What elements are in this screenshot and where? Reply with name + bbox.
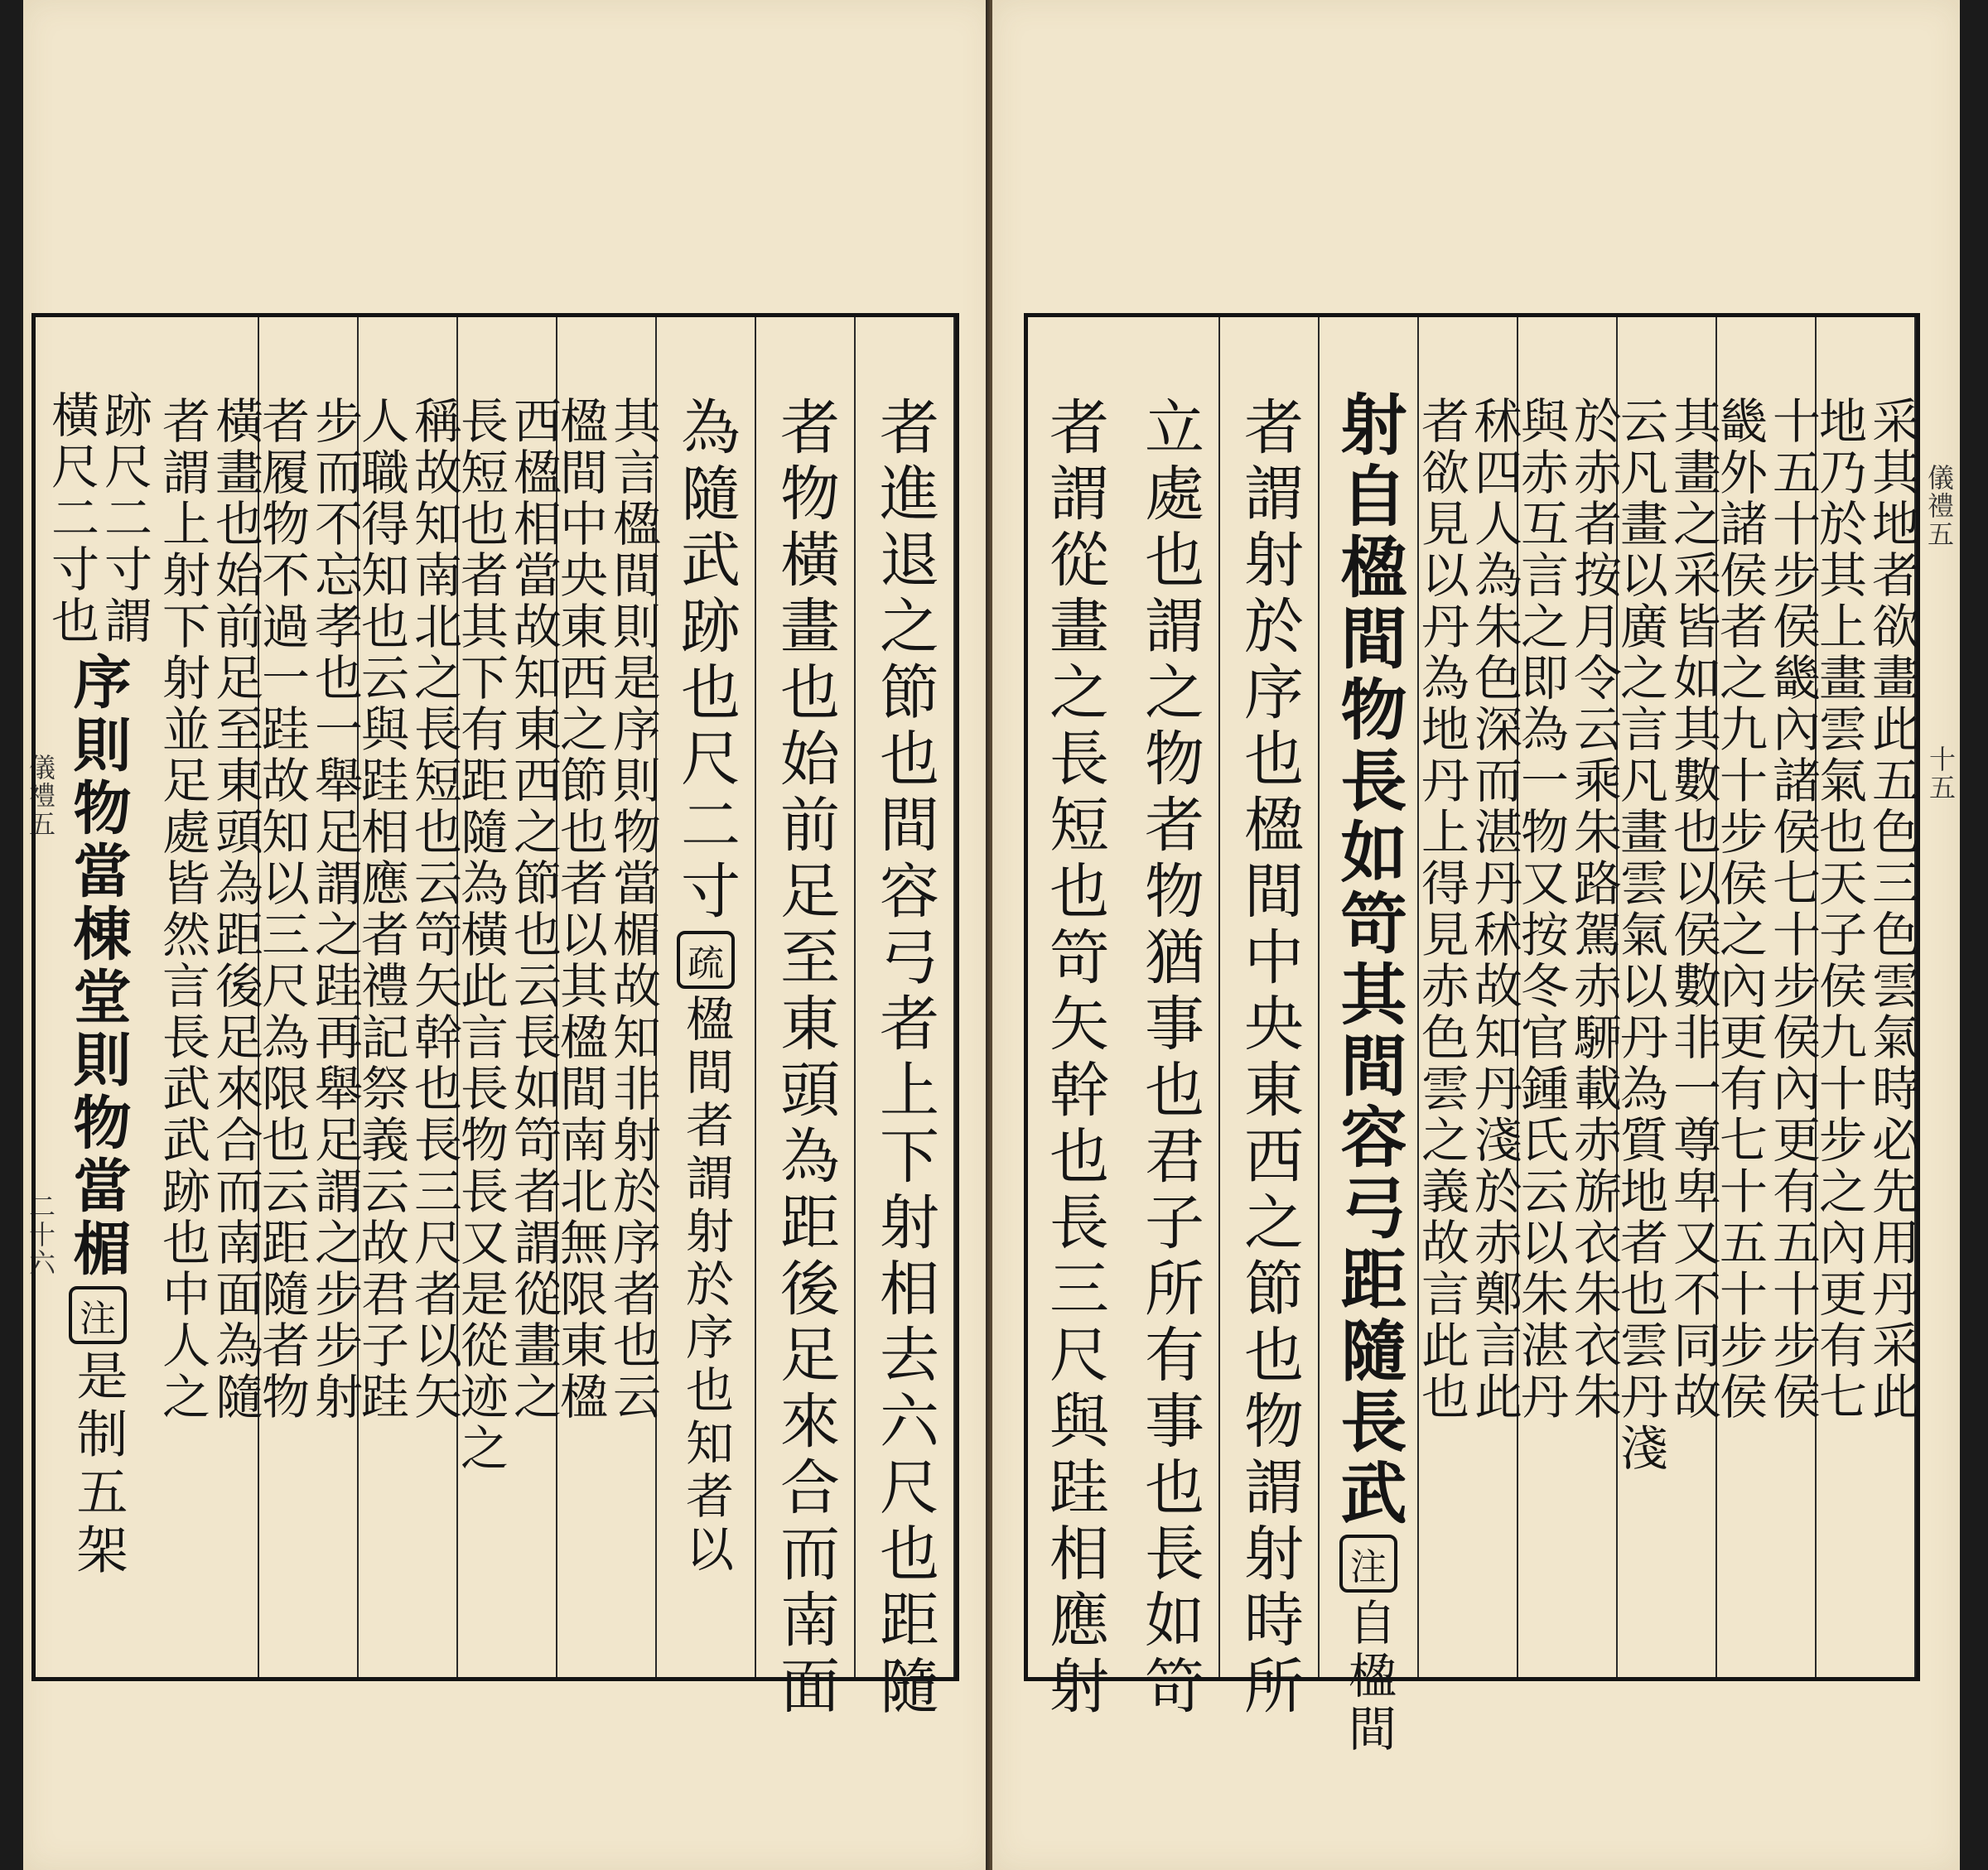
right-col-2 bbox=[1711, 317, 1821, 1677]
seal-zhu-icon: 注 bbox=[69, 1286, 127, 1344]
right-margin-label: 儀禮五 bbox=[1923, 464, 1955, 548]
right-text-frame bbox=[1024, 313, 1920, 1757]
right-col-5 bbox=[1413, 317, 1522, 1677]
left-col-1 bbox=[856, 317, 955, 1721]
right-col-1-text-b: 地乃於其上畫雲氣也天子侯九十步之內更有七 bbox=[1811, 396, 1867, 1423]
left-col-8-text-a: 橫畫也始前足至東頭為距後足來合而南面為隨 bbox=[207, 396, 263, 1423]
right-col-5-text-a: 秫四人為朱色深而湛丹秫故知丹淺於赤鄭言此 bbox=[1466, 396, 1522, 1423]
left-col-3-text-b: 楹間者謂射於序也知者以 bbox=[678, 994, 734, 1577]
left-page bbox=[23, 0, 992, 1870]
right-col-6-text-b: 自楹間 bbox=[1340, 1598, 1397, 1757]
left-col-7-text-a: 步而不忘孝也一舉足謂之跬再舉足謂之步步射 bbox=[306, 396, 363, 1423]
right-page bbox=[992, 0, 1960, 1870]
left-col-7-text-b: 者履物不過一跬故知以三尺為限也云距隨者物 bbox=[253, 396, 310, 1423]
left-col-3 bbox=[657, 317, 756, 1677]
right-col-9 bbox=[1028, 317, 1121, 1721]
left-col-6-text-a: 稱故知南北之長短也云笴矢幹也長三尺者以矢 bbox=[406, 396, 462, 1423]
left-col-1-text: 者進退之節也間容弓者上下射相去六尺也距隨 bbox=[870, 396, 939, 1721]
right-col-7 bbox=[1220, 317, 1320, 1721]
right-col-3-text-a: 其畫之采皆如其數也以侯數非一尊卑又不同故 bbox=[1665, 396, 1721, 1423]
left-col-9-text-b: 橫尺二寸也 bbox=[43, 390, 99, 647]
right-col-4 bbox=[1513, 317, 1622, 1677]
right-col-4-text-a: 於赤者按月令云乘朱路駕赤駵載赤旂衣朱衣朱 bbox=[1566, 396, 1622, 1423]
right-col-1 bbox=[1811, 317, 1920, 1677]
left-col-9-text-d: 是制五架 bbox=[68, 1349, 128, 1581]
left-col-9-text-c: 序則物當棟堂則物當楣 bbox=[64, 652, 133, 1281]
right-margin-folio: 十五 bbox=[1925, 745, 1957, 802]
left-col-4-text-a: 其言楹間則是序則物當楣故知非射於序者也云 bbox=[605, 396, 661, 1423]
left-col-7 bbox=[253, 317, 363, 1677]
left-col-5-text-a: 西楹相當故知東西之節也云長如笴者謂從畫之 bbox=[505, 396, 562, 1423]
seal-zhu-icon: 注 bbox=[1339, 1535, 1397, 1593]
left-margin-folio: 二十六 bbox=[25, 1193, 56, 1277]
right-col-9-text: 者謂從畫之長短也笴矢幹也長三尺與跬相應射 bbox=[1040, 396, 1109, 1721]
right-col-3-text-b: 云凡畫以廣之言凡畫雲氣以丹為質地者也雲丹淺 bbox=[1612, 396, 1668, 1474]
left-col-2-text: 者物橫畫也始前足至東頭為距後足來合而南面 bbox=[770, 396, 840, 1721]
right-col-4-text-b: 與赤互言之即為一物又按冬官鍾氏云以朱湛丹 bbox=[1513, 396, 1569, 1423]
left-col-9 bbox=[36, 317, 160, 1677]
right-col-2-text-b: 畿外諸侯者之九十步侯之內更有七十五十步侯 bbox=[1711, 396, 1768, 1423]
left-col-3-text-a: 為隨武跡也尺二寸 bbox=[671, 396, 741, 926]
left-text-frame bbox=[31, 313, 959, 1721]
left-col-6-text-b: 人職得知也云與跬相應者禮記祭義云故君子跬 bbox=[353, 396, 409, 1423]
left-col-4-text-b: 楹間中央東西之節也者以其楹間南北無限東楹 bbox=[552, 396, 608, 1423]
right-col-1-text-a: 采其地者欲畫此五色三色雲氣時必先用丹采此 bbox=[1864, 396, 1920, 1423]
right-col-6-main-text: 射自楹間物長如笴其間容弓距隨長武 bbox=[1329, 390, 1407, 1530]
left-col-5 bbox=[452, 317, 562, 1677]
right-col-2-text-a: 十五十步侯畿內諸侯七十步侯內更有五十步侯 bbox=[1764, 396, 1821, 1423]
right-col-5-text-b: 者欲見以丹為地丹上得見赤色雲之義故言此也 bbox=[1413, 396, 1469, 1423]
left-col-4 bbox=[552, 317, 661, 1677]
left-col-8 bbox=[154, 317, 263, 1677]
right-col-8-text: 立處也謂之物者物猶事也君子所有事也長如笴 bbox=[1135, 396, 1204, 1721]
seal-su-icon: 疏 bbox=[677, 931, 735, 989]
left-col-9-text-a: 跡尺二寸謂 bbox=[96, 390, 152, 647]
left-col-5-text-b: 長短也者其下有距隨為橫此言長物長又是從迹之 bbox=[452, 396, 509, 1474]
right-col-8 bbox=[1121, 317, 1220, 1721]
right-col-7-text: 者謂射於序也楹間中央東西之節也物謂射時所 bbox=[1234, 396, 1304, 1721]
left-col-6 bbox=[353, 317, 462, 1677]
left-col-2 bbox=[756, 317, 856, 1721]
left-col-8-text-b: 者謂上射下射並足處皆然言長武武跡也中人之 bbox=[154, 396, 210, 1423]
right-col-6 bbox=[1320, 317, 1419, 1757]
left-margin-label: 儀禮五 bbox=[25, 754, 56, 838]
right-col-3 bbox=[1612, 317, 1721, 1677]
